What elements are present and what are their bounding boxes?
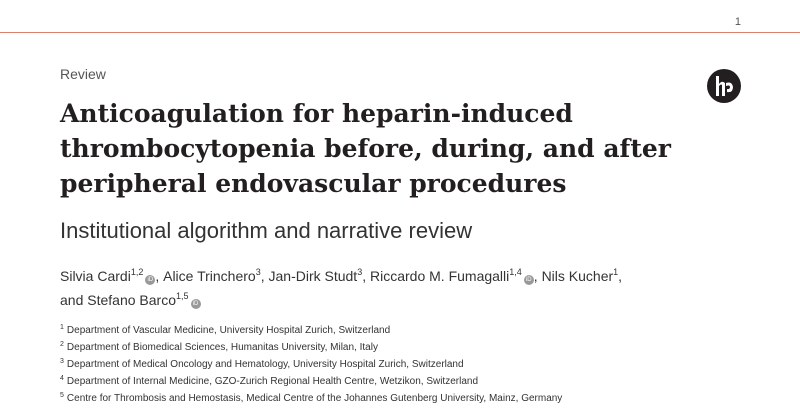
affiliation-item	[60, 390, 760, 407]
author-affiliation-sup: 1,4	[509, 267, 522, 277]
author-separator: ,	[155, 268, 164, 284]
author-name[interactable]: Riccardo M. Fumagalli	[370, 268, 510, 284]
affiliation-number: 1	[60, 324, 64, 331]
affiliation-text: Department of Medical Oncology and Hematology, University Hospital Zurich, Switzerland	[66, 359, 464, 370]
affiliation-number: 4	[60, 375, 64, 382]
author	[542, 268, 623, 284]
author-name[interactable]: Alice Trinchero	[163, 268, 256, 284]
author-name[interactable]: Stefano Barco	[87, 292, 176, 308]
author	[163, 268, 268, 284]
author-separator: ,	[533, 268, 542, 284]
author	[60, 268, 163, 284]
author-affiliation-sup: 3	[255, 267, 261, 277]
author-separator: ,	[362, 268, 370, 284]
affiliation-item	[60, 356, 760, 373]
author-list	[60, 264, 780, 312]
author-affiliation-sup: 1	[613, 267, 619, 277]
author-affiliation-sup: 1,2	[130, 267, 144, 277]
affiliation-item	[60, 339, 760, 356]
author-separator: ,	[260, 268, 269, 284]
affiliation-item	[60, 322, 760, 339]
orcid-icon[interactable]: iD	[191, 299, 201, 309]
affiliation-list	[60, 322, 760, 407]
author-name[interactable]: Silvia Cardi	[60, 268, 131, 284]
affiliation-number: 5	[60, 392, 64, 399]
affiliation-number: 2	[60, 341, 64, 348]
article-type: Review	[60, 66, 106, 82]
author-separator: ,	[618, 268, 623, 284]
author-affiliation-sup: 3	[357, 267, 363, 277]
page-number: 1	[734, 16, 741, 28]
affiliation-number: 3	[60, 358, 64, 365]
article-title: Anticoagulation for heparin-induced thrombocytopenia before, during, and after peripheral endovascular procedures	[60, 99, 671, 198]
author-name[interactable]: Nils Kucher	[541, 268, 614, 284]
affiliation-text: Department of Biomedical Sciences, Humanitas University, Milan, Italy	[66, 342, 378, 353]
affiliation-item	[60, 373, 760, 390]
author-affiliation-sup: 1,5	[175, 291, 189, 301]
article-subtitle: Institutional algorithm and narrative review	[60, 218, 473, 243]
author	[269, 268, 371, 284]
affiliation-text: Centre for Thrombosis and Hemostasis, Medical Centre of the Johannes Gutenberg University, Mainz, Germany	[66, 393, 563, 404]
author	[60, 292, 201, 308]
affiliation-text: Department of Vascular Medicine, University Hospital Zurich, Switzerland	[66, 325, 391, 336]
publisher-logo-icon	[707, 69, 741, 103]
orcid-icon[interactable]: iD	[524, 275, 534, 285]
author-prefix: and	[60, 292, 88, 308]
author	[370, 268, 542, 284]
orcid-icon[interactable]: iD	[145, 275, 155, 285]
header-rule	[0, 32, 800, 33]
author-name[interactable]: Jan-Dirk Studt	[268, 268, 358, 284]
affiliation-text: Department of Internal Medicine, GZO-Zurich Regional Health Centre, Wetzikon, Switzerland	[66, 376, 479, 387]
